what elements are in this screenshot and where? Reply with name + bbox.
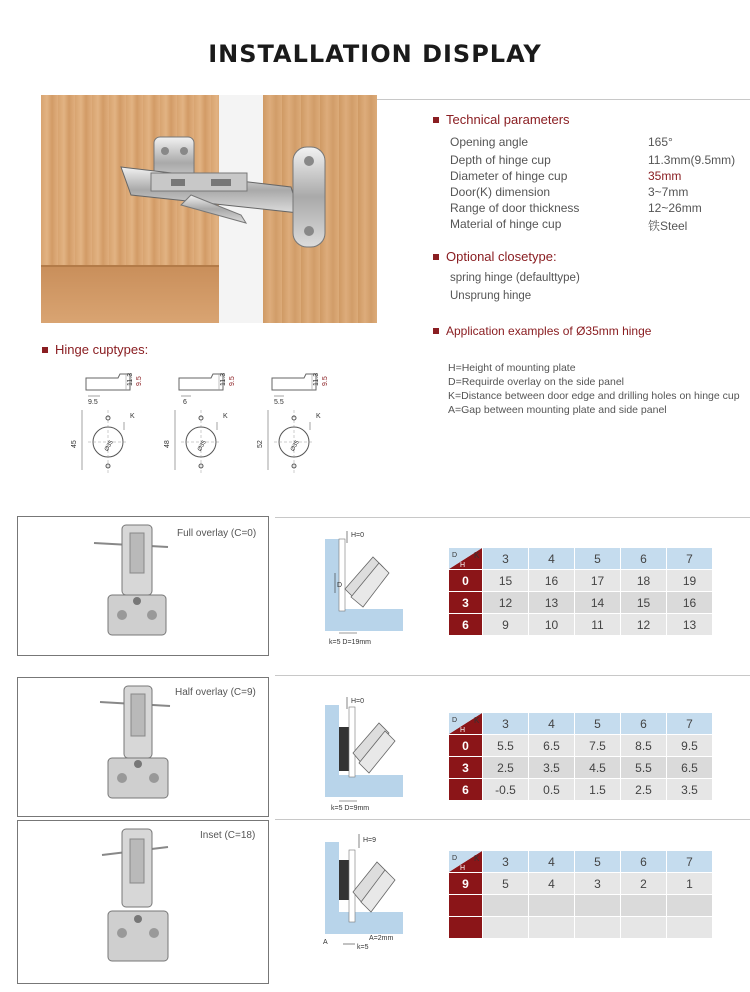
svg-text:H: H <box>460 727 466 734</box>
table-corner <box>449 851 482 872</box>
table-cell: 3.5 <box>667 779 712 800</box>
svg-text:Ø35: Ø35 <box>104 439 115 453</box>
table-cell <box>483 895 528 916</box>
table-cell: 2.5 <box>621 779 666 800</box>
row-caption: Half overlay (C=9) <box>175 687 256 698</box>
table-cell: 4 <box>529 873 574 894</box>
param-label: Opening angle <box>450 135 529 149</box>
cuptypes-heading: Hinge cuptypes: <box>42 342 148 357</box>
closetype-item: spring hinge (defaulttype) <box>450 272 580 284</box>
table-cell: 5.5 <box>621 757 666 778</box>
table-cell: 15 <box>483 570 528 591</box>
svg-text:Ø35: Ø35 <box>197 439 208 453</box>
svg-text:9.5: 9.5 <box>88 399 98 406</box>
table-row <box>449 614 712 635</box>
k-header: 5 <box>575 548 620 569</box>
table-cell <box>529 895 574 916</box>
row-divider <box>275 517 750 518</box>
svg-text:H=0: H=0 <box>351 532 365 539</box>
svg-text:H: H <box>460 562 466 569</box>
table-corner <box>449 713 482 734</box>
k-header: 3 <box>483 713 528 734</box>
k-header: 3 <box>483 851 528 872</box>
table-row <box>449 570 712 591</box>
legend-item: K=Distance between door edge and drilling holes on hinge cup <box>448 390 740 402</box>
table-row <box>449 735 712 756</box>
table-cell: 5 <box>483 873 528 894</box>
row-caption: Inset (C=18) <box>200 830 256 841</box>
table-cell: 11 <box>575 614 620 635</box>
table-cell: 3.5 <box>529 757 574 778</box>
table-cell: 16 <box>667 592 712 613</box>
k-header: 3 <box>483 548 528 569</box>
table-cell: 0.5 <box>529 779 574 800</box>
table-cell <box>529 917 574 938</box>
svg-text:D: D <box>337 582 343 589</box>
k-header: 5 <box>575 851 620 872</box>
cup-drawing <box>163 370 245 478</box>
table-cell: 2 <box>621 873 666 894</box>
param-value: 3~7mm <box>648 185 689 199</box>
row-divider <box>275 675 750 676</box>
svg-text:K: K <box>223 413 228 420</box>
param-label: Range of door thickness <box>450 201 580 215</box>
k-header: 4 <box>529 548 574 569</box>
svg-text:k=5 D=19mm: k=5 D=19mm <box>329 639 372 646</box>
param-label: Door(K) dimension <box>450 185 551 199</box>
svg-text:K: K <box>474 854 480 863</box>
table-cell: 9 <box>483 614 528 635</box>
k-header: 4 <box>529 851 574 872</box>
hinge-photo-inset <box>17 820 269 984</box>
svg-text:48: 48 <box>164 440 171 448</box>
table-cell: -0.5 <box>483 779 528 800</box>
legend-item: D=Requirde overlay on the side panel <box>448 376 624 388</box>
svg-text:k=5: k=5 <box>357 944 369 951</box>
svg-text:H=0: H=0 <box>351 698 365 705</box>
technical-heading: Technical parameters <box>433 112 570 127</box>
table-cell: 1 <box>667 873 712 894</box>
param-value: 铁Steel <box>648 219 688 233</box>
svg-text:6: 6 <box>183 399 187 406</box>
row-divider <box>275 819 750 820</box>
k-header: 5 <box>575 713 620 734</box>
h-header: 3 <box>449 592 482 613</box>
svg-text:D: D <box>452 855 458 862</box>
table-cell: 7.5 <box>575 735 620 756</box>
table-cell: 8.5 <box>621 735 666 756</box>
k-header: 6 <box>621 548 666 569</box>
hinge-photo-full-overlay <box>17 516 269 656</box>
table-cell <box>483 917 528 938</box>
svg-text:H: H <box>460 865 466 872</box>
h-header: 9 <box>449 873 482 894</box>
table-cell: 5.5 <box>483 735 528 756</box>
svg-text:A: A <box>323 939 328 946</box>
h-header: 6 <box>449 614 482 635</box>
table-cell <box>575 917 620 938</box>
h-header: 0 <box>449 735 482 756</box>
param-value-highlight: 35mm <box>648 169 682 183</box>
table-cell: 14 <box>575 592 620 613</box>
table-cell: 12 <box>621 614 666 635</box>
svg-text:9.5: 9.5 <box>322 376 329 386</box>
param-label: Diameter of hinge cup <box>450 169 568 183</box>
h-header <box>449 917 482 938</box>
param-label: Material of hinge cup <box>450 217 562 231</box>
svg-text:A=2mm: A=2mm <box>369 935 394 942</box>
table-row <box>449 873 712 894</box>
legend-item: A=Gap between mounting plate and side panel <box>448 404 667 416</box>
table-cell: 6.5 <box>667 757 712 778</box>
table-cell: 9.5 <box>667 735 712 756</box>
table-cell <box>621 917 666 938</box>
svg-text:11.3: 11.3 <box>127 372 134 386</box>
table-cell: 17 <box>575 570 620 591</box>
overlay-table-half <box>448 712 713 801</box>
svg-text:k=5 D=9mm: k=5 D=9mm <box>331 805 370 812</box>
table-cell: 18 <box>621 570 666 591</box>
k-header: 7 <box>667 548 712 569</box>
k-header: 7 <box>667 713 712 734</box>
overlay-diagram-half <box>317 693 409 815</box>
svg-text:45: 45 <box>71 440 78 448</box>
overlay-diagram-full <box>317 527 409 649</box>
hinge-photo-half-overlay <box>17 677 269 817</box>
table-cell: 13 <box>529 592 574 613</box>
table-cell <box>621 895 666 916</box>
cup-drawing <box>256 370 338 478</box>
table-cell: 4.5 <box>575 757 620 778</box>
overlay-table-full <box>448 547 713 636</box>
svg-text:K: K <box>316 413 321 420</box>
h-header: 3 <box>449 757 482 778</box>
table-row <box>449 592 712 613</box>
param-value: 165° <box>648 135 673 149</box>
svg-text:K: K <box>130 413 135 420</box>
table-cell: 10 <box>529 614 574 635</box>
table-cell <box>667 895 712 916</box>
closetype-item: Unsprung hinge <box>450 290 532 302</box>
closetype-heading: Optional closetype: <box>433 249 557 264</box>
application-heading: Application examples of Ø35mm hinge <box>433 324 651 338</box>
svg-text:11.3: 11.3 <box>313 372 320 386</box>
svg-text:9.5: 9.5 <box>136 376 143 386</box>
table-cell <box>667 917 712 938</box>
svg-text:9.5: 9.5 <box>229 376 236 386</box>
table-cell: 13 <box>667 614 712 635</box>
overlay-table-inset <box>448 850 713 939</box>
table-cell <box>575 895 620 916</box>
svg-text:Ø35: Ø35 <box>290 439 301 453</box>
svg-text:11.3: 11.3 <box>220 372 227 386</box>
svg-text:D: D <box>452 552 458 559</box>
table-cell: 15 <box>621 592 666 613</box>
h-header <box>449 895 482 916</box>
svg-text:K: K <box>474 716 480 725</box>
page-title: INSTALLATION DISPLAY <box>208 40 542 68</box>
table-row <box>449 757 712 778</box>
param-value: 11.3mm(9.5mm) <box>648 153 736 167</box>
k-header: 6 <box>621 851 666 872</box>
table-cell: 6.5 <box>529 735 574 756</box>
k-header: 7 <box>667 851 712 872</box>
table-cell: 19 <box>667 570 712 591</box>
table-corner <box>449 548 482 569</box>
table-cell: 12 <box>483 592 528 613</box>
overlay-diagram-inset <box>317 830 409 952</box>
legend-item: H=Height of mounting plate <box>448 362 576 374</box>
table-row <box>449 895 712 916</box>
h-header: 0 <box>449 570 482 591</box>
h-header: 6 <box>449 779 482 800</box>
svg-text:D: D <box>452 717 458 724</box>
table-cell: 1.5 <box>575 779 620 800</box>
param-value: 12~26mm <box>648 201 702 215</box>
table-cell: 2.5 <box>483 757 528 778</box>
svg-text:52: 52 <box>257 440 264 448</box>
svg-text:5.5: 5.5 <box>274 399 284 406</box>
svg-text:K: K <box>474 551 480 560</box>
cup-drawing <box>70 370 152 478</box>
installation-photo <box>41 95 377 323</box>
k-header: 4 <box>529 713 574 734</box>
k-header: 6 <box>621 713 666 734</box>
svg-text:H=9: H=9 <box>363 837 377 844</box>
table-cell: 3 <box>575 873 620 894</box>
table-row <box>449 779 712 800</box>
param-label: Depth of hinge cup <box>450 153 551 167</box>
table-cell: 16 <box>529 570 574 591</box>
table-row <box>449 917 712 938</box>
divider-top <box>377 99 750 100</box>
row-caption: Full overlay (C=0) <box>177 528 257 539</box>
